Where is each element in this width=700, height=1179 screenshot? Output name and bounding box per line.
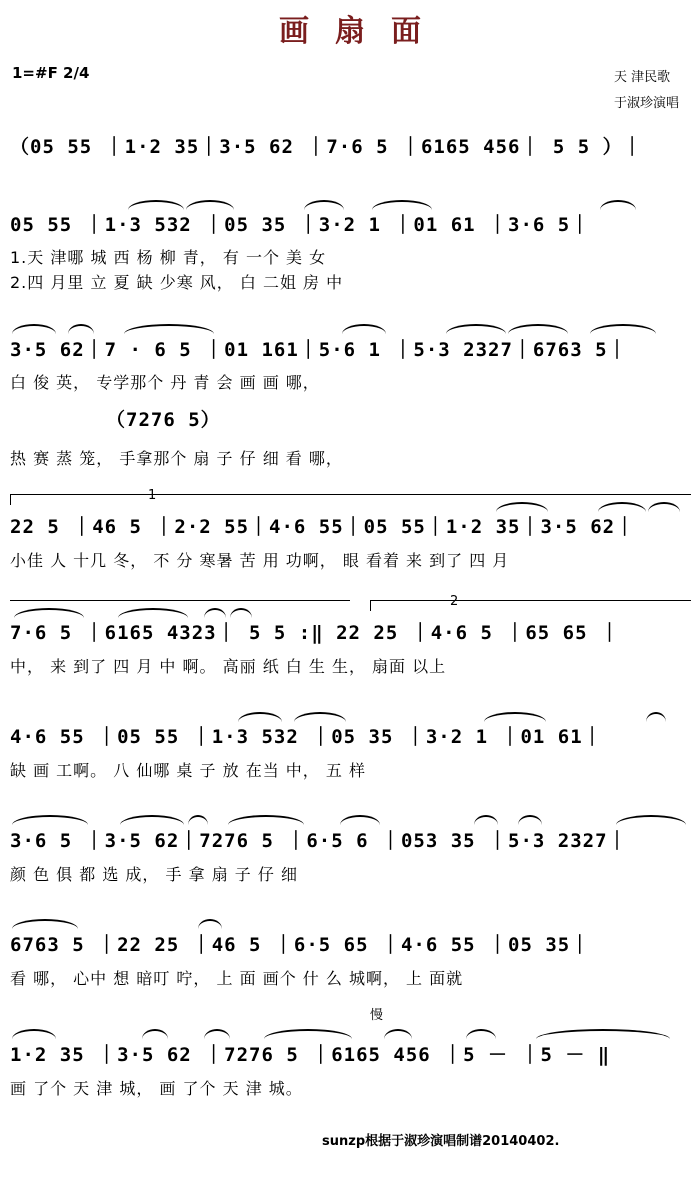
volta-bracket-1 (10, 494, 691, 505)
slur-mark (372, 200, 432, 210)
lyrics-row-4: 中， 来 到了 四 月 中 啊。 高丽 纸 白 生 生， 扇面 以上 (10, 657, 447, 676)
slur-mark (124, 324, 214, 334)
slur-mark (12, 815, 88, 825)
slur-mark (186, 200, 234, 210)
slur-mark (646, 712, 666, 722)
transcription-credit: sunzp根据于淑珍演唱制谱20140402. (322, 1134, 560, 1149)
slur-mark (466, 1029, 496, 1039)
notation-row-0: （05 55 ｜1·2 35｜3·5 62 ｜7·6 5 ｜6165 456｜ 5 5 ）｜ (10, 136, 643, 158)
lyrics-row-3: 小佳 人 十几 冬， 不 分 寒暑 苦 用 功啊， 眼 看着 来 到了 四 月 (10, 551, 510, 570)
notation-row-6: 3·6 5 ｜3·5 62｜7276 5 ｜6·5 6 ｜053 35 ｜5·3 2327｜ (10, 830, 628, 852)
slur-mark (590, 324, 656, 334)
lyrics-row-6: 颜 色 俱 都 选 成， 手 拿 扇 子 仔 细 (10, 865, 298, 884)
slur-mark (228, 815, 304, 825)
notation-row-8: 1·2 35 ｜3·5 62 ｜7276 5 ｜6165 456 ｜5 － ｜5 － ‖ (10, 1044, 611, 1066)
slur-mark (518, 815, 542, 825)
notation-row-1: 05 55 ｜1·3 532 ｜05 35 ｜3·2 1 ｜01 61 ｜3·6 5｜ (10, 214, 591, 236)
slur-mark (12, 324, 56, 334)
notation-row-5: 4·6 55 ｜05 55 ｜1·3 532 ｜05 35 ｜3·2 1 ｜01 61｜ (10, 726, 603, 748)
slur-mark (12, 919, 78, 929)
slur-mark (474, 815, 498, 825)
slur-mark (616, 815, 686, 825)
notation-row-4: 7·6 5 ｜6165 4323｜ 5 5 :‖ 22 25 ｜4·6 5 ｜65 65 ｜ (10, 622, 620, 644)
song-title: 画扇面 (279, 14, 447, 49)
volta-number-1: 1 (148, 488, 157, 503)
slur-mark (120, 815, 184, 825)
song-source: 天 津民歌 (614, 70, 671, 85)
slur-mark (600, 200, 636, 210)
slur-mark (304, 200, 344, 210)
slur-mark (188, 815, 208, 825)
slur-mark (128, 200, 184, 210)
slur-mark (238, 712, 282, 722)
slur-mark (68, 324, 94, 334)
lyrics-row-8: 画 了个 天 津 城， 画 了个 天 津 城。 (10, 1079, 303, 1098)
lyrics-row-7: 看 哪， 心中 想 暗叮 咛， 上 面 画个 什 么 城啊， 上 面就 (10, 969, 464, 988)
slur-mark (484, 712, 546, 722)
slur-mark (342, 324, 386, 334)
slur-mark (340, 815, 380, 825)
singer-credit: 于淑珍演唱 (614, 96, 680, 111)
slur-mark (446, 324, 506, 334)
lyrics-verse-2-row-2: 热 赛 蒸 笼， 手拿那个 扇 子 仔 细 看 哪， (10, 449, 343, 468)
volta-bracket-2 (370, 600, 691, 611)
notation-row-3: 22 5 ｜46 5 ｜2·2 55｜4·6 55｜05 55｜1·2 35｜3·5 62｜ (10, 516, 636, 538)
slur-mark (536, 1029, 670, 1039)
slur-mark (204, 1029, 230, 1039)
lyrics-verse-1-row-2: 白 俊 英， 专学那个 丹 青 会 画 画 哪， (10, 373, 320, 392)
notation-row-2: 3·5 62｜7 · 6 5 ｜01 161｜5·6 1 ｜5·3 2327｜6763 5｜ (10, 339, 628, 361)
notation-row-7: 6763 5 ｜22 25 ｜46 5 ｜6·5 65 ｜4·6 55 ｜05 35｜ (10, 934, 591, 956)
key-signature: 1=#F 2/4 (12, 64, 90, 82)
instrumental-insert: （7276 5） (106, 409, 221, 431)
volta-number-2: 2 (450, 594, 459, 609)
lyrics-row-5: 缺 画 工啊。 八 仙哪 桌 子 放 在当 中， 五 样 (10, 761, 366, 780)
slur-mark (294, 712, 346, 722)
slur-mark (384, 1029, 412, 1039)
tempo-marking: 慢 (370, 1008, 384, 1023)
lyrics-verse-2-row-1: 2.四 月里 立 夏 缺 少寒 风， 白 二姐 房 中 (10, 273, 344, 292)
slur-mark (12, 1029, 56, 1039)
slur-mark (198, 919, 222, 929)
slur-mark (142, 1029, 168, 1039)
lyrics-verse-1-row-1: 1.天 津哪 城 西 杨 柳 青， 有 一个 美 女 (10, 248, 327, 267)
slur-mark (264, 1029, 352, 1039)
slur-mark (508, 324, 568, 334)
